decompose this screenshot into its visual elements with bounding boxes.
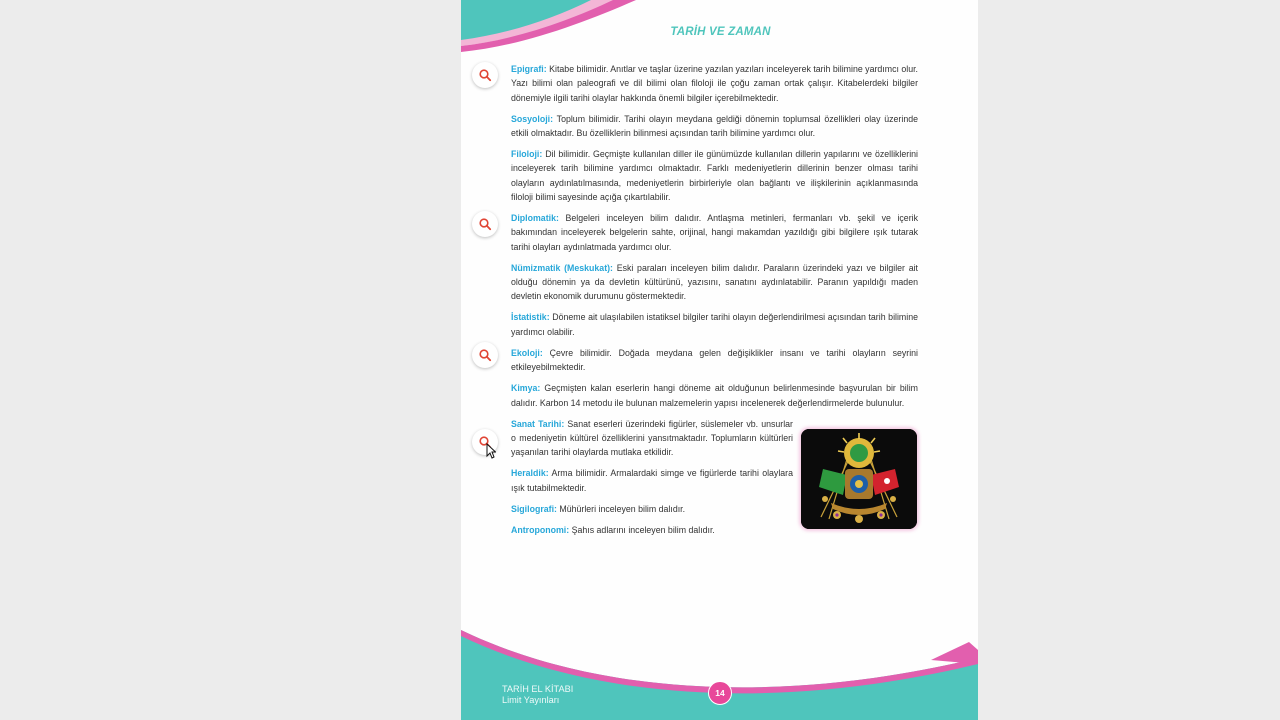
term-description: Döneme ait ulaşılabilen istatiksel bilgiler tarihi olayın değerlendirilmesi açısından tarih bilimine yardımcı olabilir.: [511, 312, 918, 337]
term-description: Şahıs adlarını inceleyen bilim dalıdır.: [569, 524, 715, 535]
term-label: İstatistik:: [511, 312, 550, 323]
entry-diplomatik: [511, 211, 918, 254]
footer-publisher: Limit Yayınları: [502, 695, 560, 705]
entry-istatistik: [511, 310, 918, 339]
page-number-badge: 14: [708, 681, 732, 705]
term-label: Sanat Tarihi:: [511, 418, 565, 429]
term-label: Epigrafi:: [511, 64, 547, 74]
chapter-title: TARİH VE ZAMAN: [670, 26, 771, 38]
entry-filoloji: [511, 147, 918, 204]
term-description: Kitabe bilimidir. Anıtlar ve taşlar üzerine yazılan yazıları inceleyerek tarih bilimine yardımcı olur. Yazı bilimi olan paleografi ve dil bilimi olan filoloji ile çoğu zaman ortak çalışır. Kitabelerdeki bilgiler dönemiyle ilgili tarihi olaylar hakkında önemli bilgiler içerebilmektedir.: [511, 64, 918, 103]
entry-sigilografi: [511, 502, 793, 516]
term-label: Kimya:: [511, 383, 541, 394]
term-description: Çevre bilimidir. Doğada meydana gelen değişiklikler insanı ve tarihi olayların seyrini etkileyebilmektedir.: [511, 347, 918, 373]
term-label: Diplomatik:: [511, 213, 559, 224]
term-label: Heraldik:: [511, 468, 549, 479]
term-label: Sosyoloji:: [511, 113, 554, 124]
zoom-icon[interactable]: [472, 342, 498, 368]
term-description: Mühürleri inceleyen bilim dalıdır.: [556, 503, 686, 514]
term-description: Sanat eserleri üzerindeki figürler, süslemeler vb. unsurlar o medeniyetin kültürel özelliklerini yansıtmaktadır. Toplumların kültürleri yaşanılan tarihi olaylarda mutlaka etkilidir.: [511, 418, 793, 458]
entry-kimya: [511, 381, 918, 410]
bottom-decorative-wave: [461, 630, 978, 720]
book-page: [461, 0, 978, 720]
entry-ekoloji: [511, 346, 918, 375]
term-label: Antroponomi:: [511, 524, 570, 535]
mouse-cursor-icon: [486, 443, 496, 459]
entry-sanat-tarihi: [511, 417, 793, 460]
term-label: Filoloji:: [511, 149, 543, 160]
ottoman-coat-of-arms-image: [801, 429, 917, 529]
term-description: Eski paraları inceleyen bilim dalıdır. Paraların üzerindeki yazı ve bilgiler ait olduğu dönemin ya da devletin kültürünü, yazısını, sanatını aydınlatabilir. Paranın yapıldığı maden devletin ekonomik durumunu göstermektedir.: [511, 262, 918, 302]
term-label: Nümizmatik (Meskukat):: [511, 262, 613, 273]
footer-book-title: TARİH EL KİTABI: [502, 684, 574, 694]
entry-sosyoloji: [511, 112, 918, 141]
entry-numizmatik: [511, 261, 918, 304]
term-description: Belgeleri inceleyen bilim dalıdır. Antlaşma metinleri, fermanları vb. şekil ve içerik bakımından inceleyerek belgelerin sahte, orijinal, hangi makamdan yazıldığı gibi bilgilere ışık tutarak tarihi olayları aydınlatmada yardımcı olur.: [511, 213, 918, 252]
zoom-icon[interactable]: [472, 62, 498, 88]
entry-antroponomi: [511, 523, 793, 537]
term-label: Sigilografi:: [511, 503, 557, 514]
term-description: Toplum bilimidir. Tarihi olayın meydana geldiği dönemin toplumsal özellikleri olay üzerinde etkili olmaktadır. Bu özelliklerin bilinmesi açısından tarih bilimine yardımcı olur.: [511, 113, 918, 138]
term-description: Dil bilimidir. Geçmişte kullanılan diller ile günümüzde kullanılan dillerin yapılarını ve özelliklerini inceleyerek tarih bilimine yardımcı olmaktadır. Farklı medeniyetlerin dillerinin benzer olması tarihi olayların aydınlatılmasında, medeniyetlerin birbirleriyle olan bağlantı ve ilişkilerinin açıklanmasında filoloji bilimi sayesinde açığa çıkartılabilir.: [511, 149, 918, 202]
entry-epigrafi: [511, 62, 918, 105]
footer-book-info: [502, 684, 573, 706]
term-description: Arma bilimidir. Armalardaki simge ve figürlerde tarihi olaylara ışık tutabilmektedir.: [511, 468, 793, 493]
term-label: Ekoloji:: [511, 347, 543, 358]
zoom-icon[interactable]: [472, 211, 498, 237]
entry-heraldik: [511, 466, 793, 495]
term-description: Geçmişten kalan eserlerin hangi döneme ait olduğunun belirlenmesinde başvurulan bir bilim dalıdır. Karbon 14 metodu ile bulunan malzemelerin yapısı incelenerek değerlendirmelerde bulunulur.: [511, 383, 918, 408]
